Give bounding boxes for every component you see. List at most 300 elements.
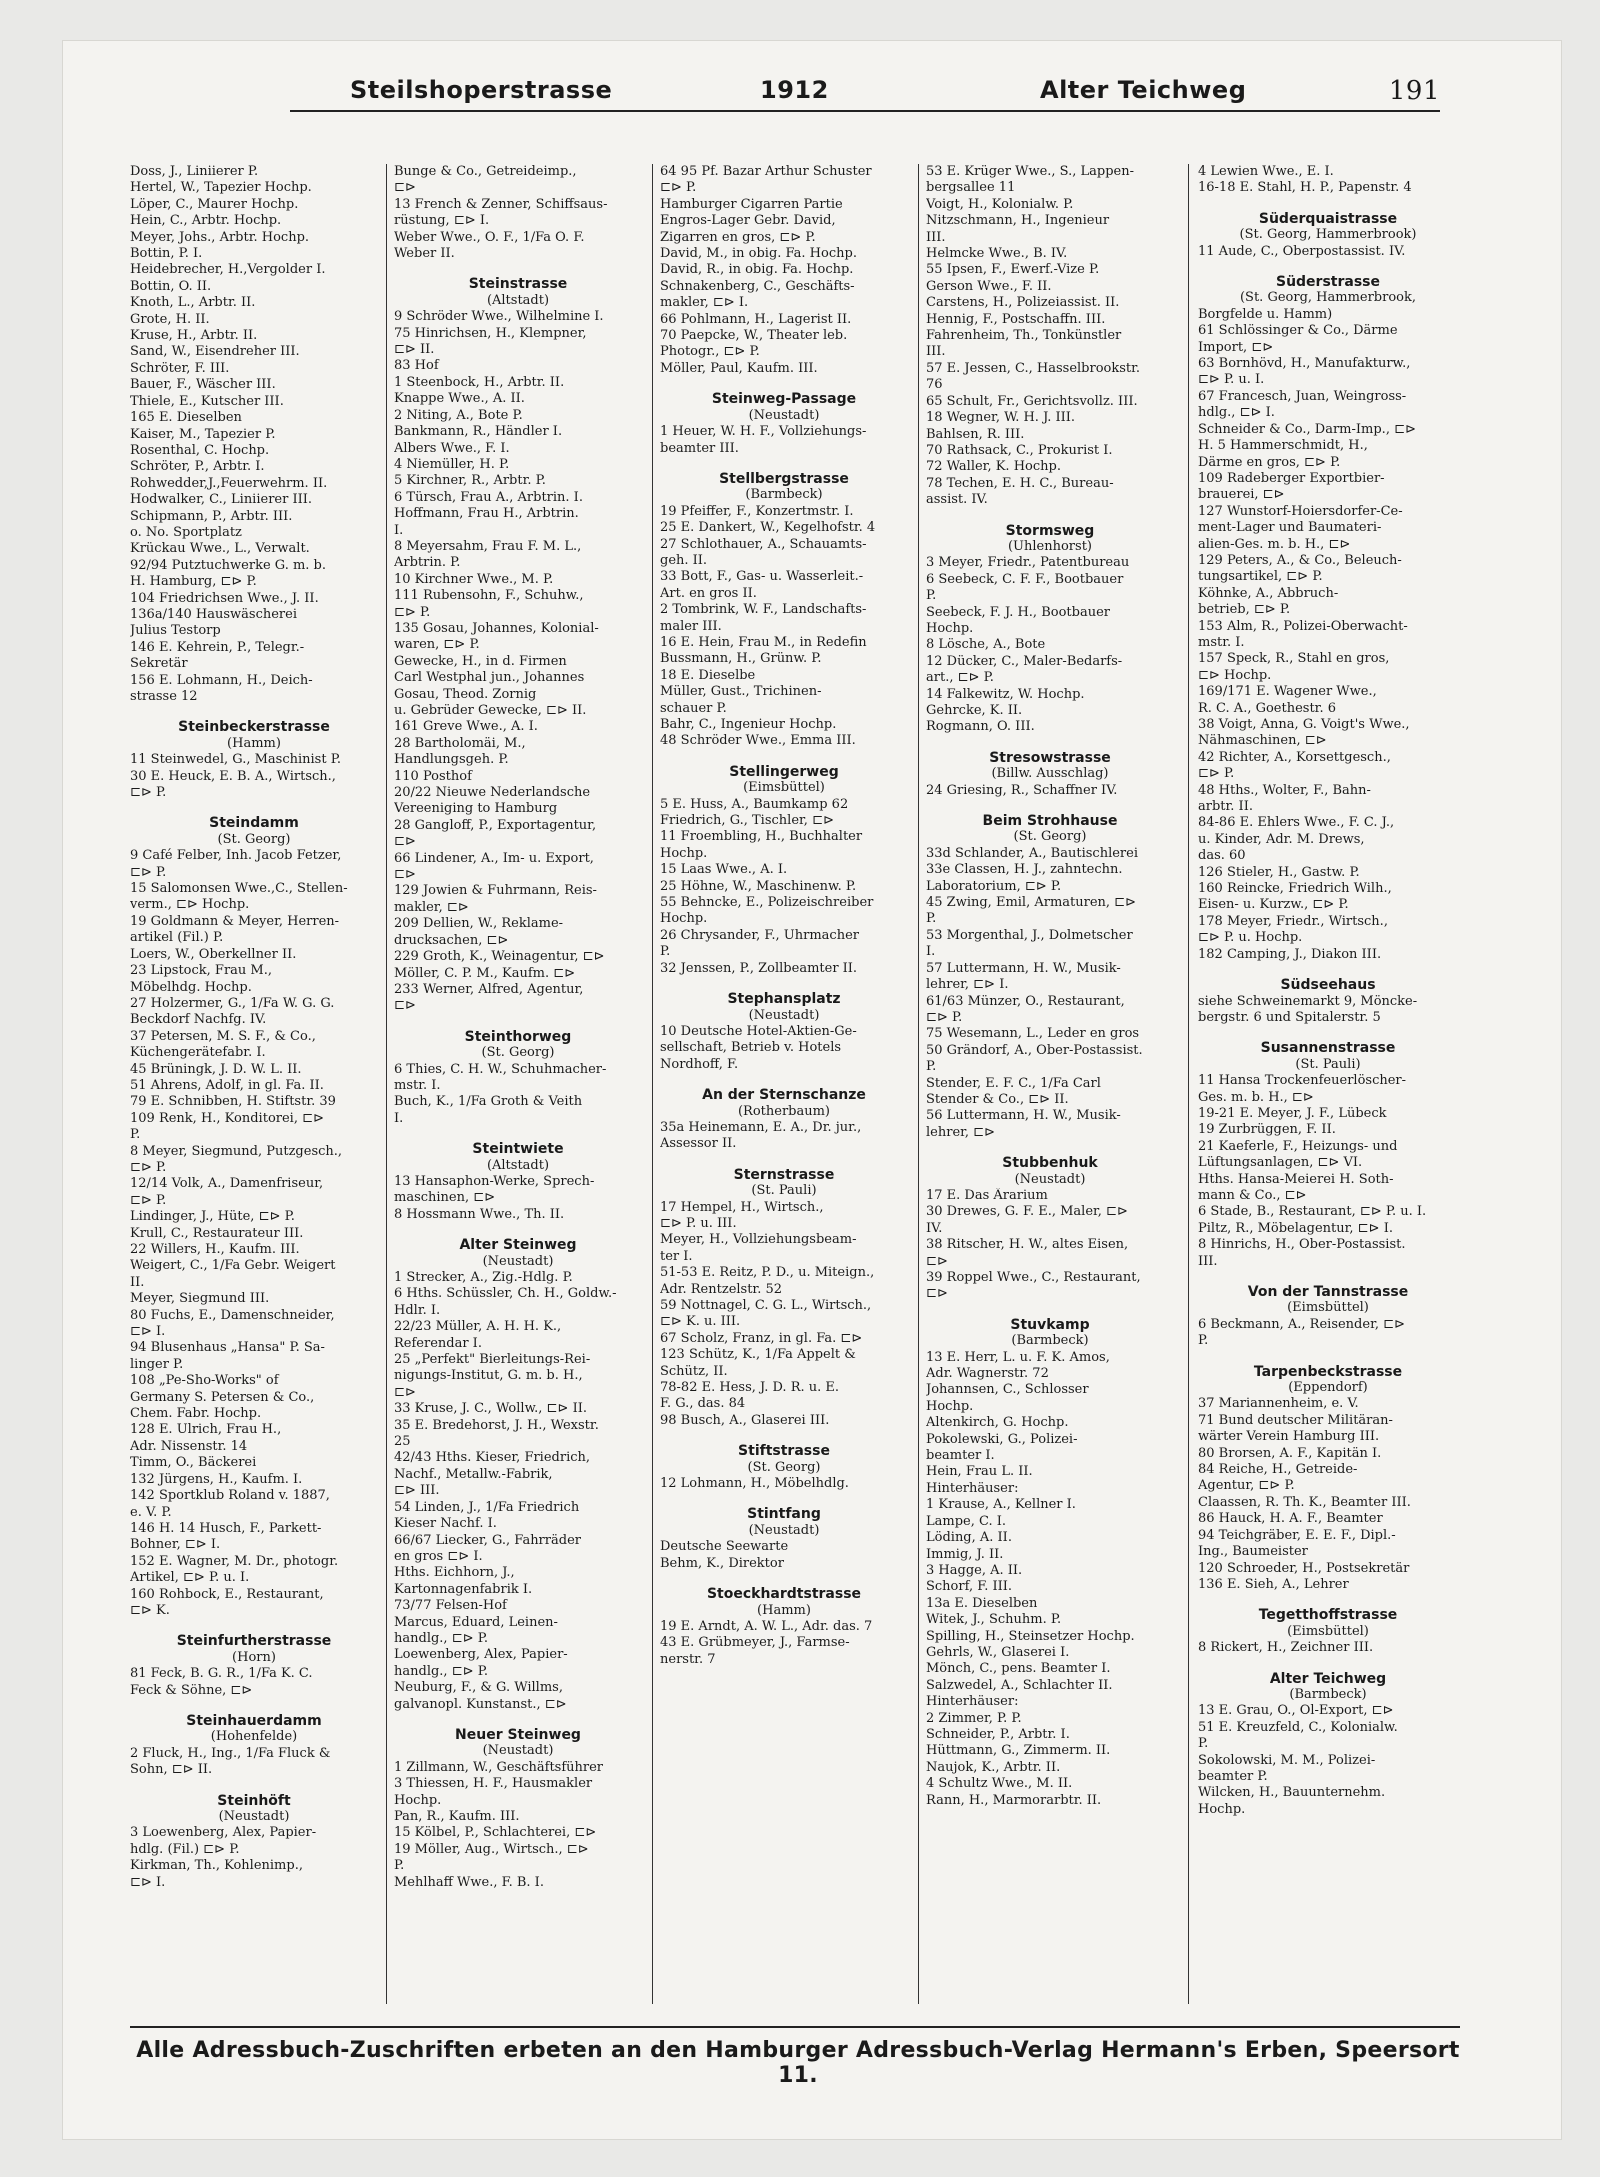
- directory-entry: 4 Lewien Wwe., E. I.: [1198, 164, 1334, 179]
- directory-entry: 75 Wesemann, L., Leder en gros: [926, 1026, 1140, 1042]
- directory-entry: ⊏⊳ P.: [394, 604, 431, 620]
- directory-entry: Bahr, C., Ingenieur Hochp.: [660, 717, 837, 732]
- directory-entry: 54 Linden, J., 1/Fa Friedrich: [394, 1499, 580, 1515]
- directory-entry: hdlg. (Fil.) ⊏⊳ P.: [130, 1841, 240, 1857]
- directory-entry: 8 Meyer, Siegmund, Putzgesch.,: [130, 1143, 343, 1159]
- directory-entry: P.: [1198, 1333, 1209, 1349]
- directory-entry: Weber Wwe., O. F., 1/Fa O. F.: [394, 229, 585, 245]
- district-label: (Barmbeck): [1011, 1333, 1089, 1349]
- directory-entry: makler, ⊏⊳: [394, 899, 469, 915]
- directory-entry: 39 Roppel Wwe., C., Restaurant,: [926, 1270, 1141, 1285]
- directory-entry: Möbelhdg. Hochp.: [130, 979, 252, 995]
- directory-entry: Timm, O., Bäckerei: [130, 1455, 257, 1471]
- directory-entry: 8 Rickert, H., Zeichner III.: [1198, 1640, 1374, 1656]
- directory-entry: 19 Pfeiffer, F., Konzertmstr. I.: [660, 503, 854, 519]
- directory-entry: 11 Steinwedel, G., Maschinist P.: [130, 752, 341, 768]
- directory-entry: 12 Lohmann, H., Möbelhdlg.: [660, 1476, 849, 1492]
- directory-entry: 21 Kaeferle, F., Heizungs- und: [1198, 1138, 1398, 1154]
- directory-entry: Assessor II.: [660, 1136, 737, 1152]
- street-heading: Tegetthoffstrasse: [1258, 1607, 1398, 1624]
- directory-entry: art., ⊏⊳ P.: [926, 670, 994, 686]
- street-heading: Steinbeckerstrasse: [178, 719, 330, 736]
- directory-entry: bergstr. 6 und Spitalerstr. 5: [1198, 1009, 1381, 1025]
- directory-entry: Kartonnagenfabrik I.: [394, 1581, 533, 1597]
- directory-entry: 25 „Perfekt" Bierleitungs-Rei-: [394, 1352, 591, 1368]
- directory-entry: David, M., in obig. Fa. Hochp.: [660, 246, 857, 262]
- directory-entry: Hochp.: [394, 1792, 442, 1808]
- directory-entry: o. No. Sportplatz: [130, 524, 242, 540]
- directory-entry: 12/14 Volk, A., Damenfriseur,: [130, 1176, 324, 1192]
- column-5: [1198, 164, 1458, 2004]
- directory-entry: waren, ⊏⊳ P.: [394, 637, 480, 653]
- directory-entry: Weber II.: [394, 246, 455, 262]
- directory-entry: 42/43 Hths. Kieser, Friedrich,: [394, 1450, 591, 1466]
- directory-entry: 123 Schütz, K., 1/Fa Appelt &: [660, 1347, 856, 1363]
- directory-entry: u. Kinder, Adr. M. Drews,: [1198, 831, 1365, 847]
- directory-entry: 66 Pohlmann, H., Lagerist II.: [660, 311, 852, 327]
- directory-entry: Schröter, F. III.: [130, 360, 230, 376]
- directory-entry: 25: [394, 1434, 411, 1450]
- directory-entry: P.: [926, 1059, 937, 1075]
- directory-entry: 23 Lipstock, Frau M.,: [130, 963, 272, 979]
- district-label: (Neustadt): [748, 1007, 820, 1023]
- directory-entry: verm., ⊏⊳ Hochp.: [130, 897, 250, 913]
- directory-entry: Nordhoff, F.: [660, 1056, 739, 1072]
- directory-entry: Schneider & Co., Darm-Imp., ⊏⊳: [1198, 421, 1416, 437]
- directory-entry: Gosau, Theod. Zornig: [394, 686, 537, 702]
- directory-entry: Albers Wwe., F. I.: [394, 440, 510, 456]
- directory-entry: ⊏⊳: [394, 180, 416, 196]
- directory-entry: 45 Brüningk, J. D. W. L. II.: [130, 1061, 302, 1077]
- directory-entry: 8 Hossmann Wwe., Th. II.: [394, 1206, 565, 1222]
- directory-entry: 3 Hagge, A. II.: [926, 1562, 1023, 1578]
- directory-entry: Hüttmann, G., Zimmerm. II.: [926, 1743, 1111, 1759]
- directory-entry: wärter Verein Hamburg III.: [1198, 1429, 1380, 1445]
- directory-entry: Hochp.: [660, 845, 708, 861]
- directory-entry: Ges. m. b. H., ⊏⊳: [1198, 1089, 1314, 1105]
- district-label: (Neustadt): [1014, 1171, 1086, 1187]
- directory-entry: 94 Teichgräber, E. E. F., Dipl.-: [1198, 1527, 1396, 1543]
- directory-entry: 37 Mariannenheim, e. V.: [1198, 1396, 1359, 1412]
- directory-entry: Schütz, II.: [660, 1363, 728, 1379]
- directory-entry: 78-82 E. Hess, J. D. R. u. E.: [660, 1380, 840, 1396]
- directory-entry: Artikel, ⊏⊳ P. u. I.: [130, 1570, 250, 1586]
- column-2: [394, 164, 642, 2004]
- directory-entry: 25 E. Dankert, W., Kegelhofstr. 4: [660, 520, 876, 536]
- directory-entry: 19 Möller, Aug., Wirtsch., ⊏⊳: [394, 1841, 589, 1857]
- directory-entry: ⊏⊳: [926, 1286, 948, 1302]
- directory-entry: 165 E. Dieselben: [130, 410, 242, 426]
- directory-entry: Chem. Fabr. Hochp.: [130, 1406, 262, 1422]
- directory-entry: Wilcken, H., Bauunternehm.: [1198, 1785, 1386, 1801]
- directory-entry: 6 Hths. Schüssler, Ch. H., Goldw.-: [394, 1286, 617, 1302]
- directory-entry: Carstens, H., Polizeiassist. II.: [926, 295, 1120, 311]
- directory-entry: 84-86 E. Ehlers Wwe., F. C. J.,: [1198, 815, 1395, 831]
- directory-entry: 17 Hempel, H., Wirtsch.,: [660, 1199, 824, 1215]
- district-label: (Neustadt): [748, 407, 820, 423]
- directory-entry: ⊏⊳: [394, 834, 416, 850]
- street-heading: Susannenstrasse: [1260, 1040, 1396, 1057]
- directory-entry: 6 Beckmann, A., Reisender, ⊏⊳: [1198, 1316, 1406, 1332]
- directory-entry: 11 Hansa Trockenfeuerlöscher-: [1198, 1073, 1407, 1089]
- directory-entry: 110 Posthof: [394, 768, 472, 784]
- directory-entry: 33d Schlander, A., Bautischlerei: [926, 845, 1138, 861]
- directory-entry: 80 Fuchs, E., Damenschneider,: [130, 1307, 335, 1323]
- directory-entry: 229 Groth, K., Weinagentur, ⊏⊳: [394, 949, 605, 965]
- directory-entry: 4 Niemüller, H. P.: [394, 456, 510, 472]
- directory-entry: maler III.: [660, 618, 722, 634]
- header-year: 1912: [760, 76, 829, 104]
- directory-entry: 1 Heuer, W. H. F., Vollziehungs-: [660, 424, 867, 440]
- directory-entry: 209 Dellien, W., Reklame-: [394, 916, 564, 932]
- directory-entry: Loers, W., Oberkellner II.: [130, 946, 297, 962]
- directory-entry: tungsartikel, ⊏⊳ P.: [1198, 569, 1323, 585]
- street-heading: Sternstrasse: [733, 1166, 835, 1183]
- directory-entry: e. V. P.: [130, 1504, 172, 1520]
- district-label: (St. Georg): [481, 1045, 555, 1061]
- directory-entry: 13 French & Zenner, Schiffsaus-: [394, 196, 608, 212]
- directory-entry: Gehrcke, K. II.: [926, 703, 1023, 718]
- directory-entry: 1 Zillmann, W., Geschäftsführer: [394, 1759, 604, 1775]
- directory-entry: 67 Francesch, Juan, Weingross-: [1198, 388, 1407, 404]
- directory-entry: Arbtrin. P.: [394, 555, 461, 571]
- directory-entry: Seebeck, F. J. H., Bootbauer: [926, 604, 1110, 620]
- directory-entry: 61 Schlössinger & Co., Därme: [1198, 323, 1398, 339]
- directory-entry: P.: [1198, 1736, 1209, 1752]
- directory-entry: 182 Camping, J., Diakon III.: [1198, 946, 1382, 962]
- district-label: (St. Georg, Hammerbrook): [1239, 227, 1417, 243]
- directory-entry: Adr. Wagnerstr. 72: [926, 1366, 1049, 1382]
- district-label: (St. Georg): [217, 831, 291, 847]
- directory-entry: P.: [130, 1127, 141, 1143]
- directory-entry: Hochp.: [926, 1398, 974, 1414]
- district-label: (Billw. Ausschlag): [991, 766, 1109, 782]
- directory-entry: Feck & Söhne, ⊏⊳: [130, 1682, 253, 1698]
- directory-entry: 19 E. Arndt, A. W. L., Adr. das. 7: [660, 1618, 873, 1634]
- directory-entry: 128 E. Ulrich, Frau H.,: [130, 1422, 282, 1438]
- directory-entry: Hths. Hansa-Meierei H. Soth-: [1198, 1171, 1394, 1187]
- street-heading: An der Sternschanze: [702, 1087, 866, 1104]
- directory-entry: 127 Wunstorf-Hoiersdorfer-Ce-: [1198, 503, 1403, 519]
- street-heading: Stubbenhuk: [1002, 1155, 1098, 1172]
- directory-entry: Doss, J., Liniierer P.: [130, 164, 259, 179]
- directory-entry: I.: [926, 944, 936, 960]
- street-heading: Steindamm: [209, 815, 299, 832]
- directory-entry: 16-18 E. Stahl, H. P., Papenstr. 4: [1198, 180, 1412, 196]
- district-label: (Hohenfelde): [210, 1729, 298, 1745]
- directory-entry: mstr. I.: [394, 1077, 441, 1093]
- directory-entry: 18 Wegner, W. H. J. III.: [926, 410, 1076, 426]
- footer-notice: Alle Adressbuch-Zuschriften erbeten an den Hamburger Adressbuch-Verlag Hermann's Erben, Speersort 11.: [136, 2038, 1460, 2088]
- directory-entry: Mehlhaff Wwe., F. B. I.: [394, 1874, 544, 1890]
- directory-entry: Thiele, E., Kutscher III.: [130, 393, 284, 409]
- directory-entry: 30 E. Heuck, E. B. A., Wirtsch.,: [130, 768, 336, 784]
- directory-entry: Krückau Wwe., L., Verwalt.: [130, 541, 310, 557]
- directory-entry: 2 Tombrink, W. F., Landschafts-: [660, 602, 867, 618]
- directory-entry: 160 Rohbock, E., Restaurant,: [130, 1586, 324, 1602]
- directory-entry: Behm, K., Direktor: [660, 1555, 784, 1571]
- directory-entry: 27 Holzermer, G., 1/Fa W. G. G.: [130, 995, 335, 1011]
- directory-entry: 5 Kirchner, R., Arbtr. P.: [394, 473, 546, 489]
- district-label: (Barmbeck): [745, 487, 823, 503]
- directory-entry: Grote, H. II.: [130, 311, 210, 327]
- directory-entry: 42 Richter, A., Korsettgesch.,: [1198, 749, 1391, 765]
- directory-entry: 38 Voigt, Anna, G. Voigt's Wwe.,: [1198, 717, 1410, 732]
- directory-entry: 22/23 Müller, A. H. H. K.,: [394, 1319, 562, 1335]
- directory-entry: 104 Friedrichsen Wwe., J. II.: [130, 590, 319, 606]
- directory-entry: 70 Paepcke, W., Theater leb.: [660, 328, 848, 344]
- directory-entry: Referendar I.: [394, 1335, 482, 1351]
- directory-entry: Sokolowski, M. M., Polizei-: [1198, 1752, 1376, 1768]
- street-heading: Steinhöft: [217, 1792, 291, 1809]
- directory-entry: 15 Laas Wwe., A. I.: [660, 862, 788, 878]
- directory-entry: 51 E. Kreuzfeld, C., Kolonialw.: [1198, 1719, 1398, 1735]
- directory-entry: Bankmann, R., Händler I.: [394, 424, 563, 440]
- directory-entry: 22 Willers, H., Kaufm. III.: [130, 1242, 300, 1257]
- directory-entry: 83 Hof: [394, 358, 439, 374]
- directory-entry: lehrer, ⊏⊳: [926, 1124, 996, 1140]
- directory-entry: ⊏⊳ K. u. III.: [660, 1314, 741, 1330]
- directory-entry: 33e Classen, H. J., zahntechn.: [926, 862, 1123, 878]
- street-heading: Stintfang: [747, 1506, 821, 1523]
- directory-entry: 28 Bartholomäi, M.,: [394, 735, 526, 751]
- directory-entry: Knoth, L., Arbtr. II.: [130, 295, 256, 311]
- directory-entry: Voigt, H., Kolonialw. P.: [926, 196, 1074, 212]
- directory-entry: 161 Greve Wwe., A. I.: [394, 719, 538, 735]
- street-heading: Alter Steinweg: [459, 1237, 577, 1254]
- directory-entry: Beckdorf Nachfg. IV.: [130, 1012, 267, 1028]
- directory-entry: assist. IV.: [926, 492, 988, 508]
- directory-entry: rüstung, ⊏⊳ I.: [394, 213, 490, 229]
- district-label: (Neustadt): [482, 1743, 554, 1759]
- street-heading: Stellbergstrasse: [719, 470, 849, 487]
- street-heading: Tarpenbeckstrasse: [1253, 1363, 1403, 1380]
- directory-entry: Hodwalker, C., Liniierer III.: [130, 492, 312, 508]
- directory-entry: Schnakenberg, C., Geschäfts-: [660, 278, 855, 294]
- directory-entry: siehe Schweinemarkt 9, Möncke-: [1198, 993, 1418, 1009]
- directory-columns: [130, 164, 1460, 2004]
- directory-entry: 2 Niting, A., Bote P.: [394, 407, 523, 423]
- directory-entry: 1 Krause, A., Kellner I.: [926, 1497, 1076, 1513]
- directory-entry: Lüftungsanlagen, ⊏⊳ VI.: [1198, 1155, 1363, 1171]
- street-heading: Neuer Steinweg: [455, 1726, 581, 1743]
- directory-entry: ⊏⊳: [394, 867, 416, 883]
- directory-entry: ⊏⊳ P.: [926, 1009, 963, 1025]
- directory-entry: 11 Froembling, H., Buchhalter: [660, 829, 863, 845]
- directory-entry: P.: [660, 944, 671, 960]
- district-label: (Hamm): [227, 735, 281, 751]
- directory-entry: 55 Ipsen, F., Ewerf.-Vize P.: [926, 262, 1100, 278]
- directory-entry: 37 Petersen, M. S. F., & Co.,: [130, 1028, 316, 1044]
- directory-entry: betrieb, ⊏⊳ P.: [1198, 602, 1291, 618]
- directory-entry: Bunge & Co., Getreideimp.,: [394, 164, 577, 179]
- directory-entry: ⊏⊳ II.: [394, 342, 435, 358]
- directory-entry: 38 Ritscher, H. W., altes Eisen,: [926, 1237, 1129, 1253]
- directory-entry: Hochp.: [660, 911, 708, 927]
- directory-entry: Photogr., ⊏⊳ P.: [660, 344, 760, 360]
- column-4: [926, 164, 1174, 2004]
- directory-entry: 20/22 Nieuwe Nederlandsche: [394, 785, 591, 801]
- directory-entry: 169/171 E. Wagener Wwe.,: [1198, 684, 1377, 700]
- directory-entry: ⊏⊳ III.: [394, 1483, 440, 1499]
- directory-entry: 79 E. Schnibben, H. Stiftstr. 39: [130, 1094, 336, 1110]
- directory-entry: Fahrenheim, Th., Tonkünstler: [926, 328, 1122, 344]
- directory-entry: Hochp.: [1198, 1801, 1246, 1817]
- street-heading: Steinhauerdamm: [186, 1712, 322, 1729]
- directory-entry: Weigert, C., 1/Fa Gebr. Weigert: [130, 1258, 336, 1274]
- directory-entry: 56 Luttermann, H. W., Musik-: [926, 1108, 1121, 1124]
- directory-entry: 67 Scholz, Franz, in gl. Fa. ⊏⊳: [660, 1330, 863, 1346]
- directory-entry: 132 Jürgens, H., Kaufm. I.: [130, 1471, 303, 1487]
- directory-entry: ⊏⊳ P. u. III.: [660, 1215, 737, 1231]
- directory-entry: ⊏⊳ P.: [130, 1192, 167, 1208]
- directory-entry: 6 Türsch, Frau A., Arbtrin. I.: [394, 489, 583, 505]
- directory-entry: nigungs-Institut, G. m. b. H.,: [394, 1368, 583, 1384]
- directory-entry: ⊏⊳ I.: [130, 1324, 166, 1340]
- street-heading: Stuvkamp: [1010, 1316, 1090, 1333]
- directory-entry: Pokolewski, G., Polizei-: [926, 1431, 1078, 1447]
- directory-entry: 63 Bornhövd, H., Manufakturw.,: [1198, 356, 1411, 372]
- directory-entry: Johannsen, C., Schlosser: [926, 1382, 1089, 1398]
- directory-entry: Stender & Co., ⊏⊳ II.: [926, 1091, 1069, 1107]
- directory-entry: ⊏⊳ P.: [130, 785, 167, 801]
- directory-entry: III.: [926, 344, 946, 360]
- directory-entry: 35 E. Bredehorst, J. H., Wexstr.: [394, 1417, 599, 1433]
- directory-entry: Knappe Wwe., A. II.: [394, 391, 525, 407]
- directory-entry: Nitzschmann, H., Ingenieur: [926, 213, 1110, 229]
- directory-entry: Gewecke, H., in d. Firmen: [394, 653, 567, 669]
- directory-entry: galvanopl. Kunstanst., ⊏⊳: [394, 1696, 567, 1712]
- directory-entry: 53 Morgenthal, J., Dolmetscher: [926, 927, 1133, 943]
- directory-entry: 146 H. 14 Husch, F., Parkett-: [130, 1520, 322, 1536]
- directory-entry: 51-53 E. Reitz, P. D., u. Miteign.,: [660, 1265, 875, 1281]
- directory-entry: 25 Höhne, W., Maschinenw. P.: [660, 878, 857, 894]
- directory-entry: 135 Gosau, Johannes, Kolonial-: [394, 620, 599, 636]
- directory-entry: 2 Fluck, H., Ing., 1/Fa Fluck &: [130, 1745, 331, 1761]
- directory-entry: Löding, A. II.: [926, 1530, 1012, 1546]
- directory-entry: 66/67 Liecker, G., Fahrräder: [394, 1532, 581, 1548]
- directory-entry: 8 Lösche, A., Bote: [926, 637, 1046, 653]
- directory-entry: 9 Schröder Wwe., Wilhelmine I.: [394, 309, 604, 325]
- directory-entry: 64 95 Pf. Bazar Arthur Schuster: [660, 164, 872, 179]
- directory-entry: beamter III.: [660, 440, 739, 456]
- column-1: [130, 164, 378, 2004]
- district-label: (St. Georg): [1013, 829, 1087, 845]
- district-label: (Altstadt): [486, 292, 550, 308]
- directory-entry: Naujok, K., Arbtr. II.: [926, 1759, 1061, 1775]
- directory-entry: Friedrich, G., Tischler, ⊏⊳: [660, 813, 834, 829]
- directory-entry: Salzwedel, A., Schlachter II.: [926, 1677, 1113, 1693]
- directory-entry: Heidebrecher, H.,Vergolder I.: [130, 262, 326, 278]
- directory-entry: Bauer, F., Wäscher III.: [130, 377, 276, 393]
- directory-entry: 15 Salomonsen Wwe.,C., Stellen-: [130, 881, 348, 897]
- directory-entry: Marcus, Eduard, Leinen-: [394, 1614, 558, 1630]
- directory-entry: ⊏⊳ Hochp.: [1198, 667, 1272, 683]
- directory-entry: Germany S. Petersen & Co.,: [130, 1389, 315, 1405]
- directory-entry: 13 E. Grau, O., Öl-Export, ⊏⊳: [1198, 1703, 1394, 1719]
- directory-entry: 157 Speck, R., Stahl en gros,: [1198, 651, 1390, 667]
- directory-entry: Spilling, H., Steinsetzer Hochp.: [926, 1628, 1135, 1644]
- directory-entry: Mönch, C., pens. Beamter I.: [926, 1661, 1111, 1677]
- directory-entry: 16 E. Hein, Frau M., in Redefin: [660, 634, 867, 650]
- directory-entry: 1 Steenbock, H., Arbtr. II.: [394, 374, 565, 390]
- directory-entry: Hinterhäuser:: [926, 1694, 1019, 1710]
- footer-rule: [130, 2026, 1460, 2028]
- directory-entry: nerstr. 7: [660, 1651, 716, 1667]
- directory-entry: 111 Rubensohn, F., Schuhw.,: [394, 588, 584, 604]
- directory-entry: 98 Busch, A., Glaserei III.: [660, 1412, 830, 1428]
- directory-entry: Rann, H., Marmorarbtr. II.: [926, 1792, 1102, 1808]
- district-label: (Neustadt): [748, 1522, 820, 1538]
- directory-entry: handlg., ⊏⊳ P.: [394, 1630, 488, 1646]
- directory-entry: 15 Kölbel, P., Schlachterei, ⊏⊳: [394, 1825, 597, 1841]
- directory-entry: 55 Behncke, E., Polizeischreiber: [660, 895, 874, 911]
- directory-entry: 8 Meyersahm, Frau F. M. L.,: [394, 538, 582, 554]
- directory-entry: 80 Brorsen, A. F., Kapitän I.: [1198, 1445, 1382, 1461]
- directory-entry: handlg., ⊏⊳ P.: [394, 1663, 488, 1679]
- directory-entry: 126 Stieler, H., Gastw. P.: [1198, 864, 1360, 880]
- directory-entry: 129 Jowien & Fuhrmann, Reis-: [394, 883, 597, 899]
- directory-entry: 136 E. Sieh, A., Lehrer: [1198, 1576, 1349, 1592]
- directory-entry: 10 Deutsche Hotel-Aktien-Ge-: [660, 1023, 857, 1039]
- directory-entry: 109 Radeberger Exportbier-: [1198, 470, 1385, 486]
- directory-entry: ment-Lager und Baumateri-: [1198, 520, 1382, 536]
- directory-entry: 24 Griesing, R., Schaffner IV.: [926, 782, 1118, 798]
- directory-entry: 48 Hths., Wolter, F., Bahn-: [1198, 782, 1371, 798]
- directory-entry: 75 Hinrichsen, H., Klempner,: [394, 325, 587, 341]
- directory-entry: P.: [394, 1858, 405, 1874]
- directory-entry: Art. en gros II.: [660, 585, 757, 601]
- directory-entry: Kaiser, M., Tapezier P.: [130, 426, 276, 442]
- directory-entry: ⊏⊳ P.: [130, 1159, 167, 1175]
- directory-entry: Lindinger, J., Hüte, ⊏⊳ P.: [130, 1209, 295, 1225]
- directory-entry: 72 Waller, K. Hochp.: [926, 459, 1061, 475]
- district-label: (Horn): [232, 1649, 276, 1665]
- directory-entry: Lampe, C. I.: [926, 1513, 1007, 1529]
- directory-entry: Schröter, P., Arbtr. I.: [130, 459, 265, 475]
- page-number: 191: [1388, 76, 1440, 106]
- directory-entry: 81 Feck, B. G. R., 1/Fa K. C.: [130, 1666, 313, 1682]
- directory-entry: Buch, K., 1/Fa Groth & Veith: [394, 1094, 583, 1110]
- directory-entry: 2 Zimmer, P. P.: [926, 1710, 1022, 1726]
- street-heading: Stormsweg: [1005, 522, 1095, 539]
- page-header: [290, 70, 1440, 112]
- directory-entry: 92/94 Putztuchwerke G. m. b.: [130, 557, 327, 573]
- directory-entry: Stender, E. F. C., 1/Fa Carl: [926, 1075, 1101, 1091]
- district-label: (Rotherbaum): [737, 1103, 831, 1119]
- directory-entry: 10 Kirchner Wwe., M. P.: [394, 571, 554, 587]
- district-label: (Uhlenhorst): [1007, 538, 1092, 554]
- directory-entry: ⊏⊳: [394, 998, 416, 1014]
- directory-entry: 61/63 Münzer, O., Restaurant,: [926, 993, 1125, 1009]
- directory-entry: Julius Testorp: [130, 623, 221, 639]
- directory-entry: 3 Thiessen, H. F., Hausmakler: [394, 1776, 593, 1792]
- directory-entry: Eisen- u. Kurzw., ⊏⊳ P.: [1198, 897, 1349, 913]
- street-heading: Stellingerweg: [729, 763, 839, 780]
- directory-entry: Vereeniging to Hamburg: [394, 801, 558, 817]
- directory-entry: 12 Dücker, C., Maler-Bedarfs-: [926, 653, 1123, 669]
- directory-entry: Bussmann, H., Grünw. P.: [660, 651, 822, 667]
- directory-entry: maschinen, ⊏⊳: [394, 1190, 496, 1206]
- directory-entry: 6 Seebeck, C. F. F., Bootbauer: [926, 571, 1124, 587]
- directory-entry: Bahlsen, R. III.: [926, 426, 1025, 442]
- directory-entry: 3 Meyer, Friedr., Patentbureau: [926, 555, 1130, 571]
- directory-entry: F. G., das. 84: [660, 1396, 746, 1412]
- directory-entry: ⊏⊳ P.: [660, 180, 697, 196]
- street-heading: Stephansplatz: [727, 991, 841, 1008]
- directory-entry: 45 Zwing, Emil, Armaturen, ⊏⊳: [926, 895, 1137, 911]
- directory-entry: I.: [394, 1110, 404, 1126]
